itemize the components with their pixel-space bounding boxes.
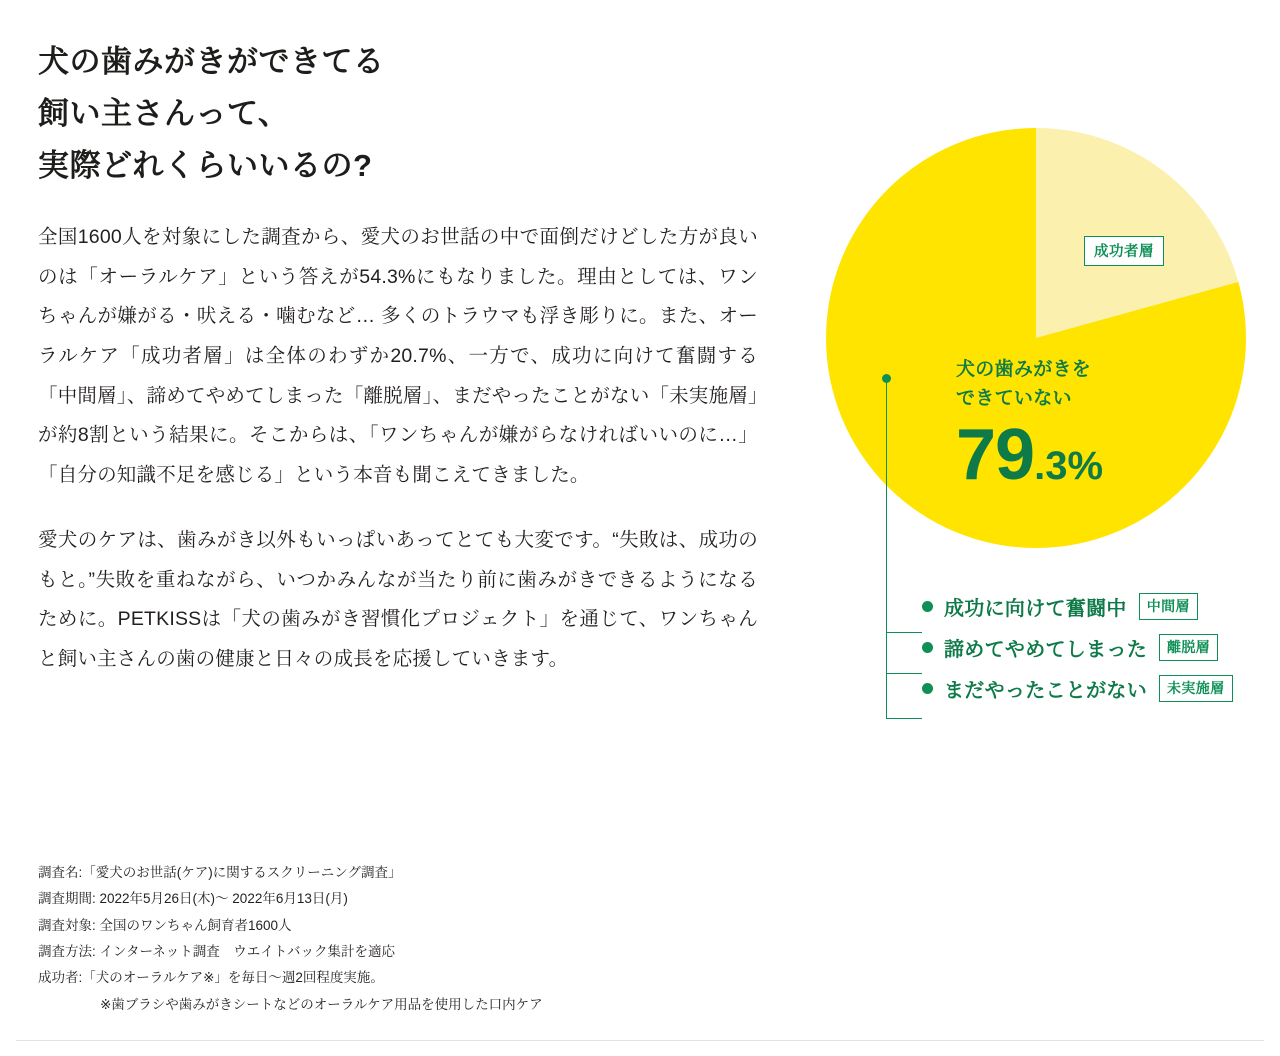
connector-branch-2 bbox=[886, 673, 922, 674]
legend-item-tag: 中間層 bbox=[1139, 593, 1198, 620]
legend-item-tag: 未実施層 bbox=[1159, 675, 1233, 702]
page-title-line-1: 犬の歯みがきができてる bbox=[38, 44, 385, 79]
callout-caption bbox=[956, 356, 1216, 413]
page-title bbox=[38, 36, 758, 192]
callout-value bbox=[956, 415, 1216, 495]
legend-item-label: 諦めてやめてしまった bbox=[944, 639, 1147, 661]
survey-notes bbox=[38, 860, 778, 1018]
callout-caption-line-1: 犬の歯みがきを bbox=[956, 359, 1092, 380]
survey-note-success-definition: 成功者:「犬のオーラルケア※」を毎日～週2回程度実施。 bbox=[38, 970, 384, 986]
callout-value-decimal: .3% bbox=[1034, 444, 1104, 488]
article-text-column bbox=[38, 36, 758, 706]
survey-note-period: 調査期間: 2022年5月26日(木)～ 2022年6月13日(月) bbox=[38, 891, 348, 907]
body-paragraph-2: 愛犬のケアは、歯みがき以外もいっぱいあってとても大変です。“失敗は、成功のもと。”失敗を重ねながら、いつかみんなが当たり前に歯みがきできるようになるために。PETKISSは「犬の歯みがき習慣化プロジェクト」を通じて、ワンちゃんと飼い主さんの歯の健康と日々の成長を応援していきます。 bbox=[38, 529, 758, 671]
legend-item-middle bbox=[922, 586, 1262, 627]
survey-note-target: 調査対象: 全国のワンちゃん飼育者1600人 bbox=[38, 917, 292, 933]
callout-caption-line-2: できていない bbox=[956, 387, 1072, 409]
survey-note-footnote: ※歯ブラシや歯みがきシートなどのオーラルケア用品を使用した口内ケア bbox=[100, 996, 543, 1012]
page-title-line-2: 飼い主さんって、 bbox=[38, 96, 290, 132]
page-content bbox=[16, 8, 1264, 1041]
survey-note-name: 調査名:「愛犬のお世話(ケア)に関するスクリーニング調査」 bbox=[38, 865, 402, 880]
chart-legend bbox=[922, 586, 1262, 709]
pie-slice-label-success: 成功者層 bbox=[1084, 236, 1164, 266]
bullet-icon bbox=[922, 683, 933, 694]
callout-value-integer: 79 bbox=[956, 415, 1035, 495]
bullet-icon bbox=[922, 601, 933, 612]
connector-branch-3 bbox=[886, 718, 922, 719]
page-title-line-3: 実際どれくらいいるの? bbox=[38, 148, 373, 184]
body-paragraph-1: 全国1600人を対象にした調査から、愛犬のお世話の中で面倒だけどした方が良いのは「オーラルケア」という答えが54.3%にもなりました。理由としては、ワンちゃんが嫌がる・吠える・噛むなど… 多くのトラウマも浮き彫りに。また、オーラルケア「成功者層」は全体のわずか20.7%、一方で、成功に向けて奮闘する「中間層」、諦めてやめてしまった「離脱層」、まだやったことがない「未実施層」が約8割という結果に。そこからは、「ワンちゃんが嫌がらなければいいのに…」「自分の知識不足を感じる」という本音も聞こえてきました。 bbox=[38, 226, 758, 486]
legend-item-never-tried bbox=[922, 668, 1262, 709]
legend-item-tag: 離脱層 bbox=[1159, 634, 1218, 661]
bullet-icon bbox=[922, 642, 933, 653]
pie-slice-callout-not-brushing bbox=[956, 356, 1216, 495]
pie-chart-figure bbox=[786, 128, 1256, 728]
survey-note-method: 調査方法: インターネット調査 ウエイトバック集計を適応 bbox=[38, 943, 396, 959]
legend-item-dropout bbox=[922, 627, 1262, 668]
connector-vertical-rule bbox=[886, 378, 887, 718]
legend-item-label: まだやったことがない bbox=[944, 680, 1147, 702]
connector-branch-1 bbox=[886, 632, 922, 633]
legend-item-label: 成功に向けて奮闘中 bbox=[944, 598, 1127, 620]
